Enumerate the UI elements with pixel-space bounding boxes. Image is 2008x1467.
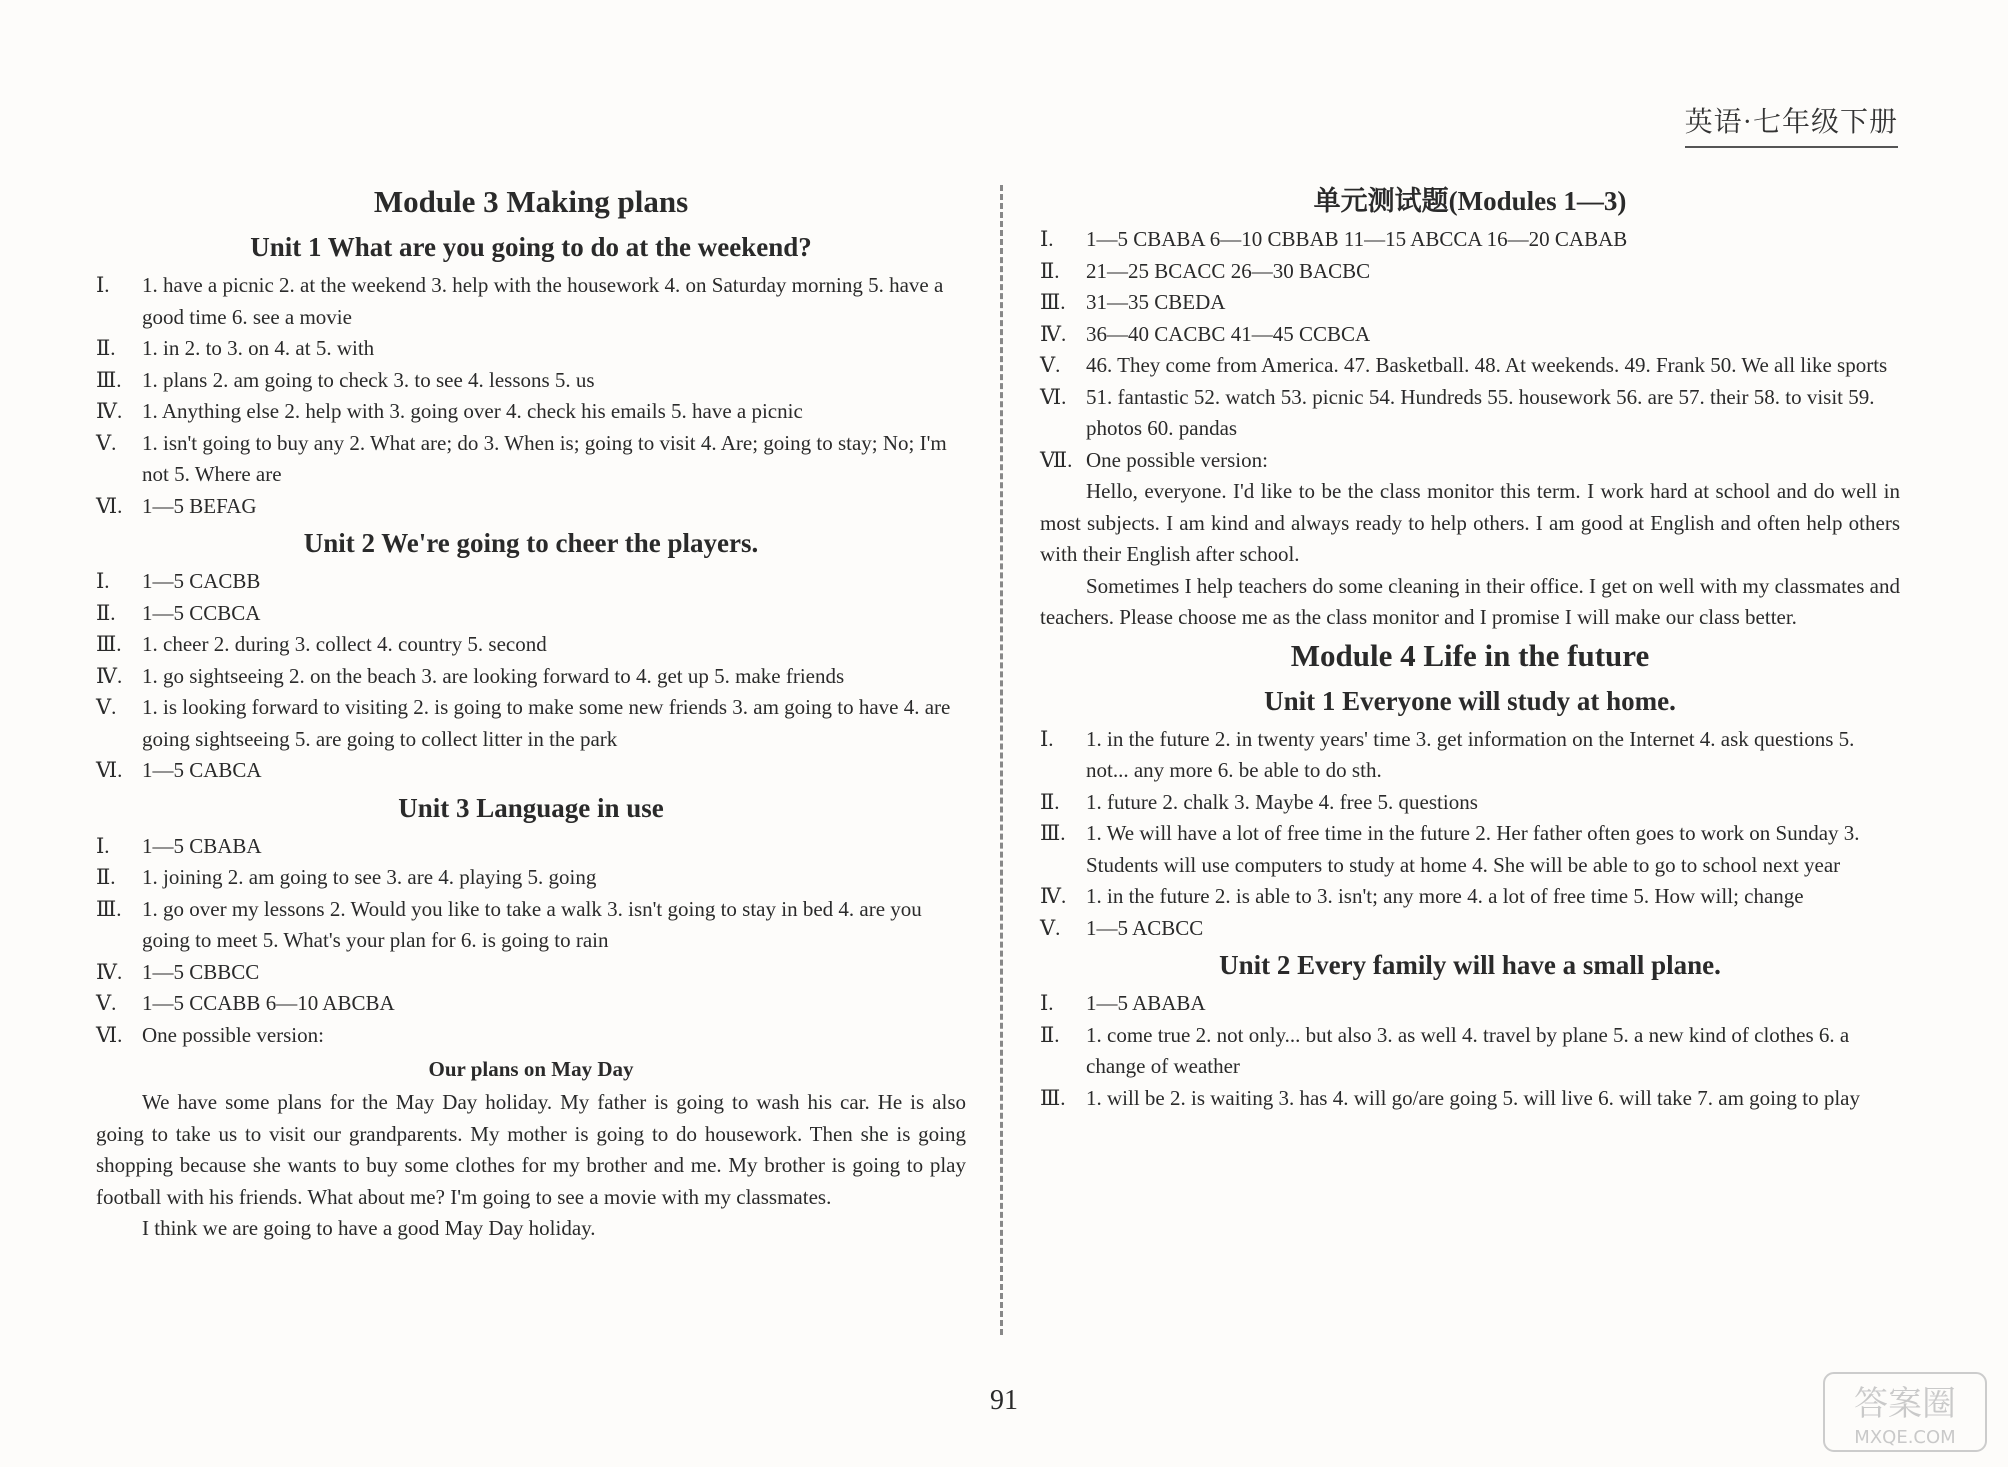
answer-row	[96, 1020, 966, 1052]
answer-text: 1. go over my lessons 2. Would you like to take a walk 3. isn't going to stay in bed 4. are you going to meet 5. What's your plan for 6. is going to rain	[142, 896, 922, 952]
answer-section-number: Ⅰ.	[1040, 726, 1054, 751]
answer-section-number: Ⅱ.	[96, 600, 116, 625]
answer-section-number: Ⅵ.	[1040, 384, 1067, 409]
watermark-url: MXQE.COM	[1854, 1427, 1956, 1448]
module-3-unit-3-title: Unit 3 Language in use	[398, 792, 664, 823]
answer-text: 1—5 ABABA	[1086, 991, 1206, 1015]
answer-row	[1040, 256, 1900, 288]
answer-section-number: Ⅳ.	[96, 959, 123, 984]
answer-section-number: Ⅲ.	[1040, 1085, 1066, 1110]
watermark-text: 答案圈	[1854, 1384, 1956, 1424]
column-divider	[1000, 185, 1003, 1335]
answer-row	[96, 566, 966, 598]
answer-text: 1. in 2. to 3. on 4. at 5. with	[142, 336, 375, 360]
answer-text: 31—35 CBEDA	[1086, 290, 1226, 314]
answer-row	[96, 270, 966, 333]
module-3-unit-2-title: Unit 2 We're going to cheer the players.	[303, 528, 759, 558]
answer-section-number: Ⅱ.	[1040, 258, 1060, 283]
answer-section-number: Ⅴ.	[1040, 353, 1061, 377]
watermark-logo	[1820, 1367, 1990, 1457]
answer-text: 1. go sightseeing 2. on the beach 3. are looking forward to 4. get up 5. make friends	[142, 663, 845, 688]
essay-paragraph: We have some plans for the May Day holiday. My father is going to wash his car. He is also going to take us to visit our grandparents. My mother is going to do housework. Then she is going shopping because she wants to buy some clothes for my brother and me. My brother is going to play football with his friends. What about me? I'm going to see a movie with my classmates.	[96, 1090, 966, 1209]
answer-section-number: Ⅲ.	[96, 896, 122, 921]
answer-text: 1. future 2. chalk 3. Maybe 4. free 5. questions	[1086, 789, 1478, 814]
answer-text: 1—5 ACBCC	[1086, 915, 1204, 940]
answer-row	[96, 894, 966, 957]
answer-row	[96, 333, 966, 365]
module-4-unit-2-answers	[1040, 988, 1900, 1114]
test-essay-paragraph: Sometimes I help teachers do some cleaning in their office. I get on well with my classmates and teachers. Please choose me as the class monitor and I promise I will make our class better.	[1040, 573, 1900, 629]
answer-text: 51. fantastic 52. watch 53. picnic 54. Hundreds 55. housework 56. are 57. their 58. to visit 59. photos 60. pandas	[1086, 384, 1875, 440]
answer-row	[1040, 988, 1900, 1020]
answer-row	[96, 988, 966, 1020]
left-column	[96, 180, 966, 1245]
answer-text: 1. will be 2. is waiting 3. has 4. will go/are going 5. will live 6. will take 7. am going to play	[1086, 1085, 1860, 1110]
unit-test-title: 单元测试题(Modules 1—3)	[1313, 186, 1627, 216]
answer-section-number: Ⅵ.	[96, 1022, 123, 1047]
answer-text: 1. come true 2. not only... but also 3. as well 4. travel by plane 5. a new kind of clothes 6. a change of weather	[1086, 1022, 1850, 1078]
answer-section-number: Ⅰ.	[96, 273, 110, 297]
answer-section-number: Ⅴ.	[96, 430, 117, 455]
answer-row	[96, 491, 966, 523]
answer-text: 1. We will have a lot of free time in the future 2. Her father often goes to work on Sunday 3. Students will use computers to study at home 4. She will be able to go to school next year	[1086, 821, 1860, 877]
answer-text: 21—25 BCACC 26—30 BACBC	[1086, 258, 1371, 283]
answer-section-number: Ⅱ.	[96, 865, 116, 889]
answer-row	[96, 629, 966, 661]
answer-section-number: Ⅴ.	[1040, 915, 1061, 940]
essay-title: Our plans on May Day	[428, 1057, 634, 1081]
module-3-unit-1-title: Unit 1 What are you going to do at the weekend?	[250, 232, 812, 262]
answer-section-number: Ⅱ.	[1040, 789, 1060, 814]
answer-row	[1040, 1083, 1900, 1115]
answer-section-number: Ⅳ.	[1040, 321, 1067, 346]
answer-section-number: Ⅲ.	[96, 632, 122, 656]
answer-text: 1. in the future 2. is able to 3. isn't; any more 4. a lot of free time 5. How will; change	[1086, 884, 1804, 908]
right-column	[1040, 180, 1900, 1114]
answer-row	[1040, 382, 1900, 445]
page-number: 91	[990, 1385, 1018, 1416]
answer-row	[96, 365, 966, 397]
answer-text: 1. is looking forward to visiting 2. is going to make some new friends 3. am going to have 4. are going sightseeing 5. are going to collect litter in the park	[142, 695, 951, 751]
answer-row	[1040, 350, 1900, 382]
answer-row	[96, 957, 966, 989]
answer-text: 1—5 BEFAG	[142, 493, 257, 518]
module-4-unit-1-title: Unit 1 Everyone will study at home.	[1264, 685, 1676, 716]
answer-section-number: Ⅰ.	[1040, 991, 1054, 1015]
answer-section-number: Ⅳ.	[1040, 884, 1067, 908]
answer-row	[96, 598, 966, 630]
answer-section-number: Ⅰ.	[1040, 227, 1054, 251]
answer-section-number: Ⅵ.	[96, 493, 123, 518]
answer-row	[1040, 445, 1900, 477]
answer-row	[1040, 319, 1900, 351]
module-3-unit-3-answers	[96, 831, 966, 1052]
answer-section-number: Ⅰ.	[96, 569, 110, 593]
answer-row	[1040, 881, 1900, 913]
answer-row	[1040, 724, 1900, 787]
module-4-unit-2-title: Unit 2 Every family will have a small plane.	[1219, 950, 1721, 980]
module-3-unit-1-answers	[96, 270, 966, 522]
answer-section-number: Ⅴ.	[96, 991, 117, 1015]
answer-row	[1040, 224, 1900, 256]
module-4-unit-1-answers	[1040, 724, 1900, 945]
book-header-tag: 英语·七年级下册	[1685, 100, 1898, 148]
answer-row	[96, 862, 966, 894]
answer-row	[1040, 913, 1900, 945]
module-4-title: Module 4 Life in the future	[1290, 637, 1650, 673]
answer-text: One possible version:	[142, 1022, 324, 1047]
answer-section-number: Ⅲ.	[1040, 290, 1066, 314]
answer-section-number: Ⅲ.	[96, 367, 122, 392]
answer-section-number: Ⅱ.	[96, 336, 116, 360]
answer-section-number: Ⅰ.	[96, 833, 110, 858]
answer-text: 1—5 CBABA	[142, 833, 262, 858]
answer-section-number: Ⅲ.	[1040, 821, 1066, 845]
answer-text: 1—5 CABCA	[142, 758, 262, 782]
answer-section-number: Ⅶ.	[1040, 447, 1073, 472]
module-3-title: Module 3 Making plans	[373, 184, 689, 219]
answer-text: 1. in the future 2. in twenty years' time 3. get information on the Internet 4. ask questions 5. not... any more 6. be able to do sth.	[1086, 726, 1855, 782]
answer-row	[96, 831, 966, 863]
answer-text: 1. plans 2. am going to check 3. to see 4. lessons 5. us	[142, 367, 595, 392]
answer-row	[96, 396, 966, 428]
answer-row	[1040, 787, 1900, 819]
answer-section-number: Ⅴ.	[96, 695, 117, 719]
answer-row	[1040, 818, 1900, 881]
answer-text: 1—5 CACBB	[142, 569, 261, 593]
answer-text: 1. have a picnic 2. at the weekend 3. help with the housework 4. on Saturday morning 5. have a good time 6. see a movie	[142, 273, 944, 329]
answer-section-number: Ⅳ.	[96, 399, 123, 423]
answer-row	[96, 755, 966, 787]
answer-text: 1. joining 2. am going to see 3. are 4. playing 5. going	[142, 865, 597, 889]
answer-text: 36—40 CACBC 41—45 CCBCA	[1086, 321, 1371, 346]
answer-row	[1040, 1020, 1900, 1083]
answer-text: One possible version:	[1086, 447, 1268, 472]
answer-text: 1—5 CCBCA	[142, 600, 261, 625]
answer-row	[96, 428, 966, 491]
answer-section-number: Ⅳ.	[96, 663, 123, 688]
answer-section-number: Ⅵ.	[96, 758, 123, 782]
answer-text: 1—5 CCABB 6—10 ABCBA	[142, 991, 395, 1015]
unit-test-answers	[1040, 224, 1900, 476]
test-essay-paragraph: Hello, everyone. I'd like to be the class monitor this term. I work hard at school and do well in most subjects. I am kind and always ready to help others. I am good at English and often help others with their English after school.	[1040, 479, 1900, 566]
essay-paragraph: I think we are going to have a good May Day holiday.	[142, 1216, 596, 1240]
answer-section-number: Ⅱ.	[1040, 1022, 1060, 1047]
answer-row	[96, 692, 966, 755]
answer-text: 1—5 CBBCC	[142, 959, 260, 984]
answer-text: 1. cheer 2. during 3. collect 4. country 5. second	[142, 632, 547, 656]
answer-text: 1—5 CBABA 6—10 CBBAB 11—15 ABCCA 16—20 CABAB	[1086, 227, 1628, 251]
module-3-unit-2-answers	[96, 566, 966, 787]
answer-row	[96, 661, 966, 693]
answer-text: 1. isn't going to buy any 2. What are; do 3. When is; going to visit 4. Are; going to stay; No; I'm not 5. Where are	[142, 430, 947, 486]
answer-text: 46. They come from America. 47. Basketball. 48. At weekends. 49. Frank 50. We all like sports	[1086, 353, 1888, 377]
answer-row	[1040, 287, 1900, 319]
answer-text: 1. Anything else 2. help with 3. going over 4. check his emails 5. have a picnic	[142, 399, 803, 423]
